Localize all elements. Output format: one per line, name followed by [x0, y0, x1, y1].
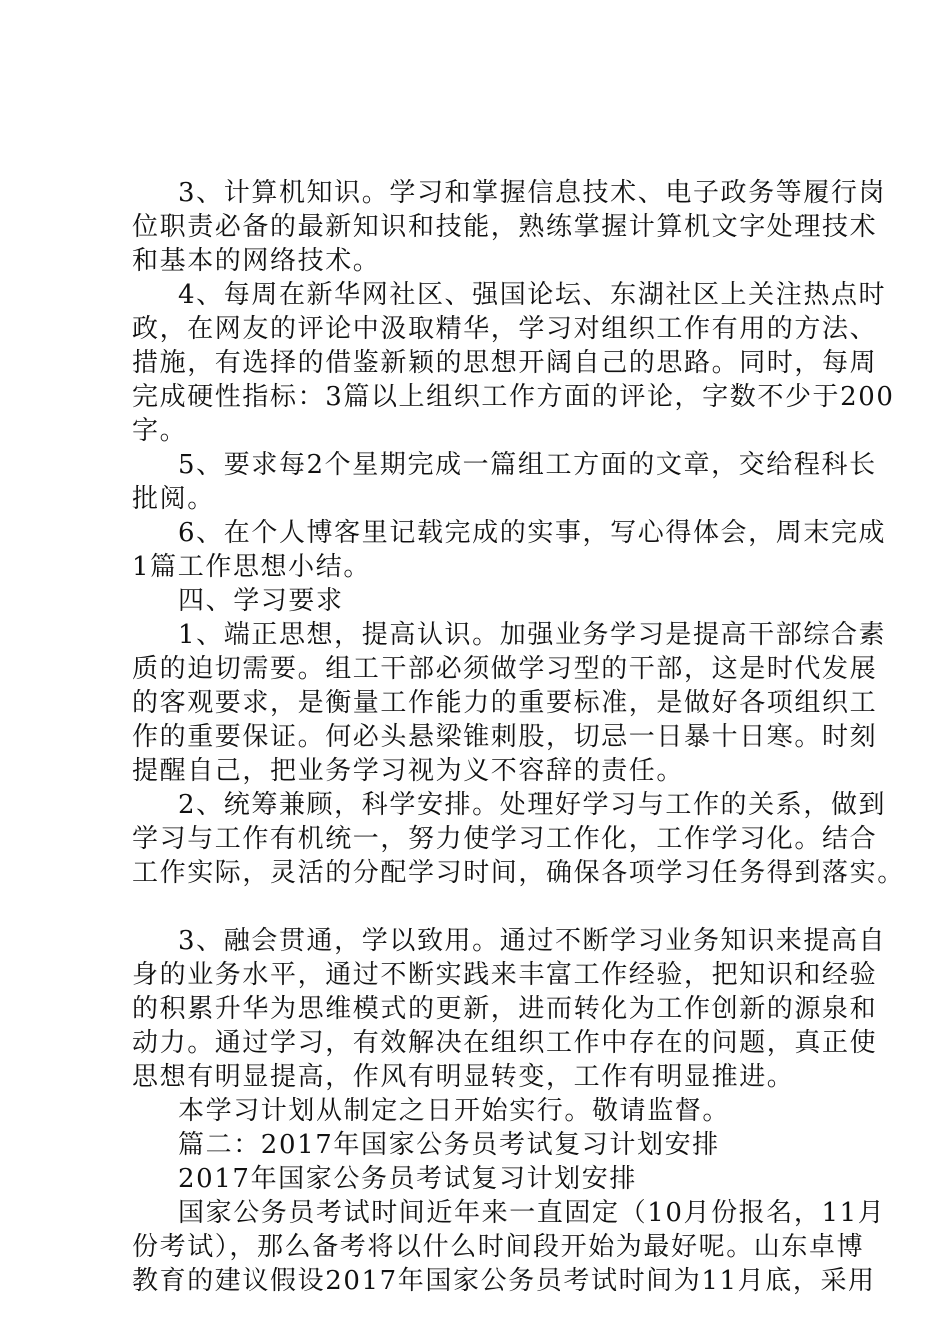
text-line: 完成硬性指标：3篇以上组织工作方面的评论，字数不少于200	[132, 382, 895, 412]
text-line: 3、融会贯通，学以致用。通过不断学习业务知识来提高自	[178, 926, 887, 956]
text-line: 和基本的网络技术。	[132, 246, 381, 276]
section-heading: 四、学习要求	[178, 586, 344, 616]
text-line: 教育的建议假设2017年国家公务员考试时间为11月底，采用	[132, 1266, 876, 1296]
text-line: 1篇工作思想小结。	[132, 552, 371, 582]
text-line: 批阅。	[132, 484, 215, 514]
text-line: 位职责必备的最新知识和技能，熟练掌握计算机文字处理技术	[132, 212, 878, 242]
text-line: 字。	[132, 416, 188, 446]
text-line: 动力。通过学习，有效解决在组织工作中存在的问题，真正使	[132, 1028, 878, 1058]
text-line: 本学习计划从制定之日开始实行。敬请监督。	[178, 1096, 731, 1126]
text-line: 政，在网友的评论中汲取精华，学习对组织工作有用的方法、	[132, 314, 878, 344]
text-line: 作的重要保证。何必头悬梁锥刺股，切忌一日暴十日寒。时刻	[132, 722, 878, 752]
document-title: 2017年国家公务员考试复习计划安排	[178, 1164, 637, 1194]
text-line: 2、统筹兼顾，科学安排。处理好学习与工作的关系，做到	[178, 790, 887, 820]
text-line: 的客观要求，是衡量工作能力的重要标准，是做好各项组织工	[132, 688, 878, 718]
text-line: 的积累升华为思维模式的更新，进而转化为工作创新的源泉和	[132, 994, 878, 1024]
text-line: 身的业务水平，通过不断实践来丰富工作经验，把知识和经验	[132, 960, 878, 990]
text-line: 质的迫切需要。组工干部必须做学习型的干部，这是时代发展	[132, 654, 878, 684]
text-line: 提醒自己，把业务学习视为义不容辞的责任。	[132, 756, 685, 786]
text-line: 工作实际，灵活的分配学习时间，确保各项学习任务得到落实。	[132, 858, 905, 888]
text-line: 国家公务员考试时间近年来一直固定（10月份报名，11月	[178, 1198, 886, 1228]
text-line: 5、要求每2个星期完成一篇组工方面的文章，交给程科长	[178, 450, 877, 480]
text-line: 4、每周在新华网社区、强国论坛、东湖社区上关注热点时	[178, 280, 887, 310]
text-line: 学习与工作有机统一，努力使学习工作化，工作学习化。结合	[132, 824, 878, 854]
text-line: 措施，有选择的借鉴新颖的思想开阔自己的思路。同时，每周	[132, 348, 878, 378]
section-heading: 篇二：2017年国家公务员考试复习计划安排	[178, 1130, 720, 1160]
text-line: 3、计算机知识。学习和掌握信息技术、电子政务等履行岗	[178, 178, 887, 208]
text-line: 份考试），那么备考将以什么时间段开始为最好呢。山东卓博	[132, 1232, 865, 1262]
text-line: 1、端正思想，提高认识。加强业务学习是提高干部综合素	[178, 620, 887, 650]
text-line: 6、在个人博客里记载完成的实事，写心得体会，周末完成	[178, 518, 887, 548]
text-line: 思想有明显提高，作风有明显转变，工作有明显推进。	[132, 1062, 795, 1092]
